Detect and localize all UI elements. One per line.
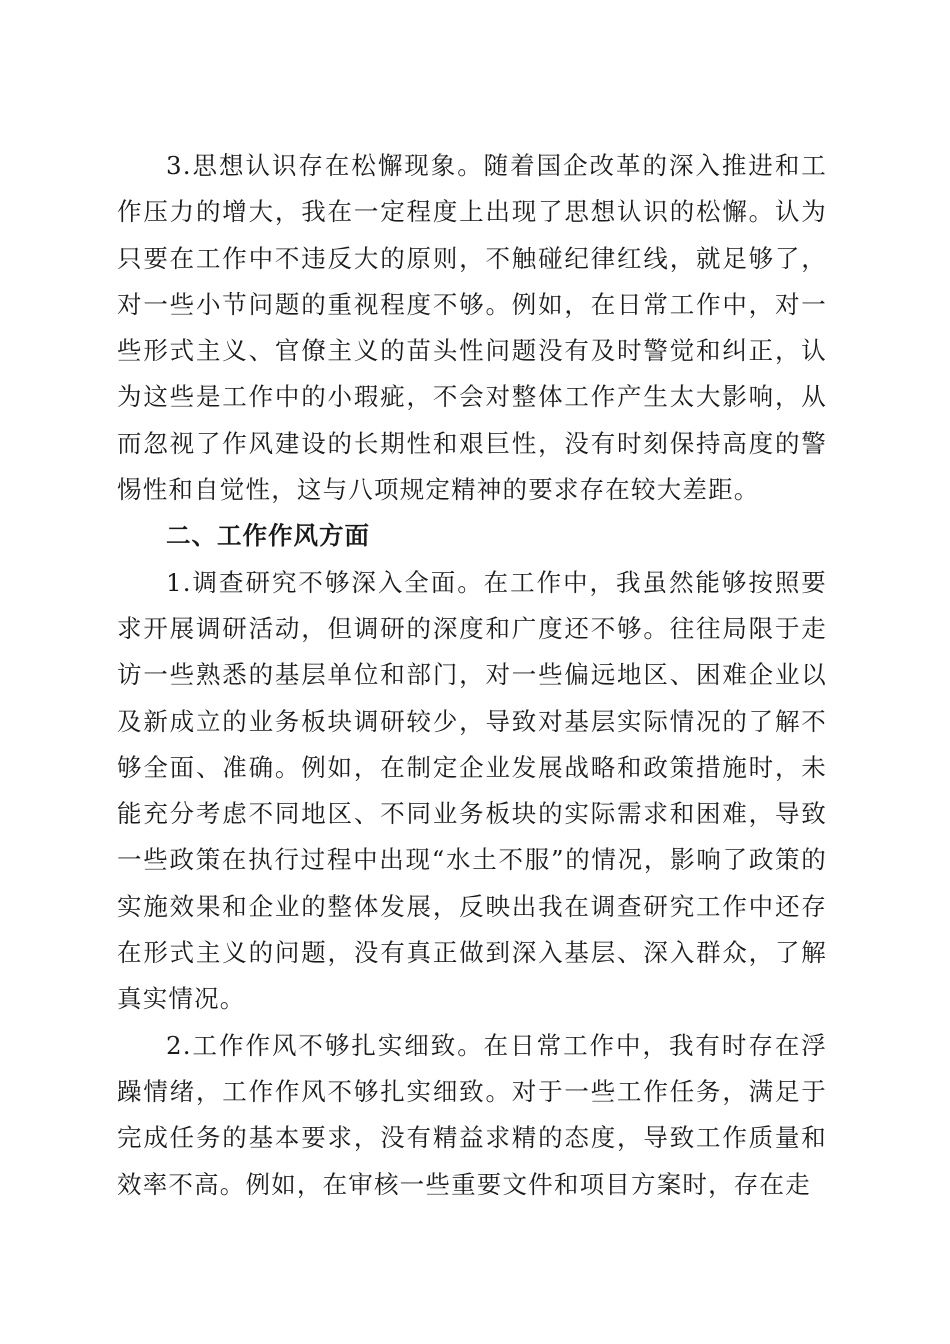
paragraph-research-insufficient: 1.调查研究不够深入全面。在工作中，我虽然能够按照要求开展调研活动，但调研的深度和广度还不够。往往局限于走访一些熟悉的基层单位和部门，对一些偏远地区、困难企业以及新成立的业务板块调研较少，导致对基层实际情况的了解不够全面、准确。例如，在制定企业发展战略和政策措施时，未能充分考虑不同地区、不同业务板块的实际需求和困难，导致一些政策在执行过程中出现“水土不服”的情况，影响了政策的实施效果和企业的整体发展，反映出我在调查研究工作中还存在形式主义的问题，没有真正做到深入基层、深入群众，了解真实情况。 <box>117 567 827 1014</box>
paragraph-work-style-not-solid: 2.工作作风不够扎实细致。在日常工作中，我有时存在浮躁情绪，工作作风不够扎实细致。对于一些工作任务，满足于完成任务的基本要求，没有精益求精的态度，导致工作质量和效率不高。例如，在审核一些重要文件和项目方案时，存在走 <box>117 1030 827 1199</box>
paragraph-ideological-laxity: 3.思想认识存在松懈现象。随着国企改革的深入推进和工作压力的增大，我在一定程度上出现了思想认识的松懈。认为只要在工作中不违反大的原则，不触碰纪律红线，就足够了，对一些小节问题的重视程度不够。例如，在日常工作中，对一些形式主义、官僚主义的苗头性问题没有及时警觉和纠正，认为这些是工作中的小瑕疵，不会对整体工作产生太大影响，从而忽视了作风建设的长期性和艰巨性，没有时刻保持高度的警惕性和自觉性，这与八项规定精神的要求存在较大差距。 <box>117 151 827 505</box>
section-heading-work-style: 二、工作作风方面 <box>166 521 370 551</box>
document-body <box>117 143 827 1208</box>
